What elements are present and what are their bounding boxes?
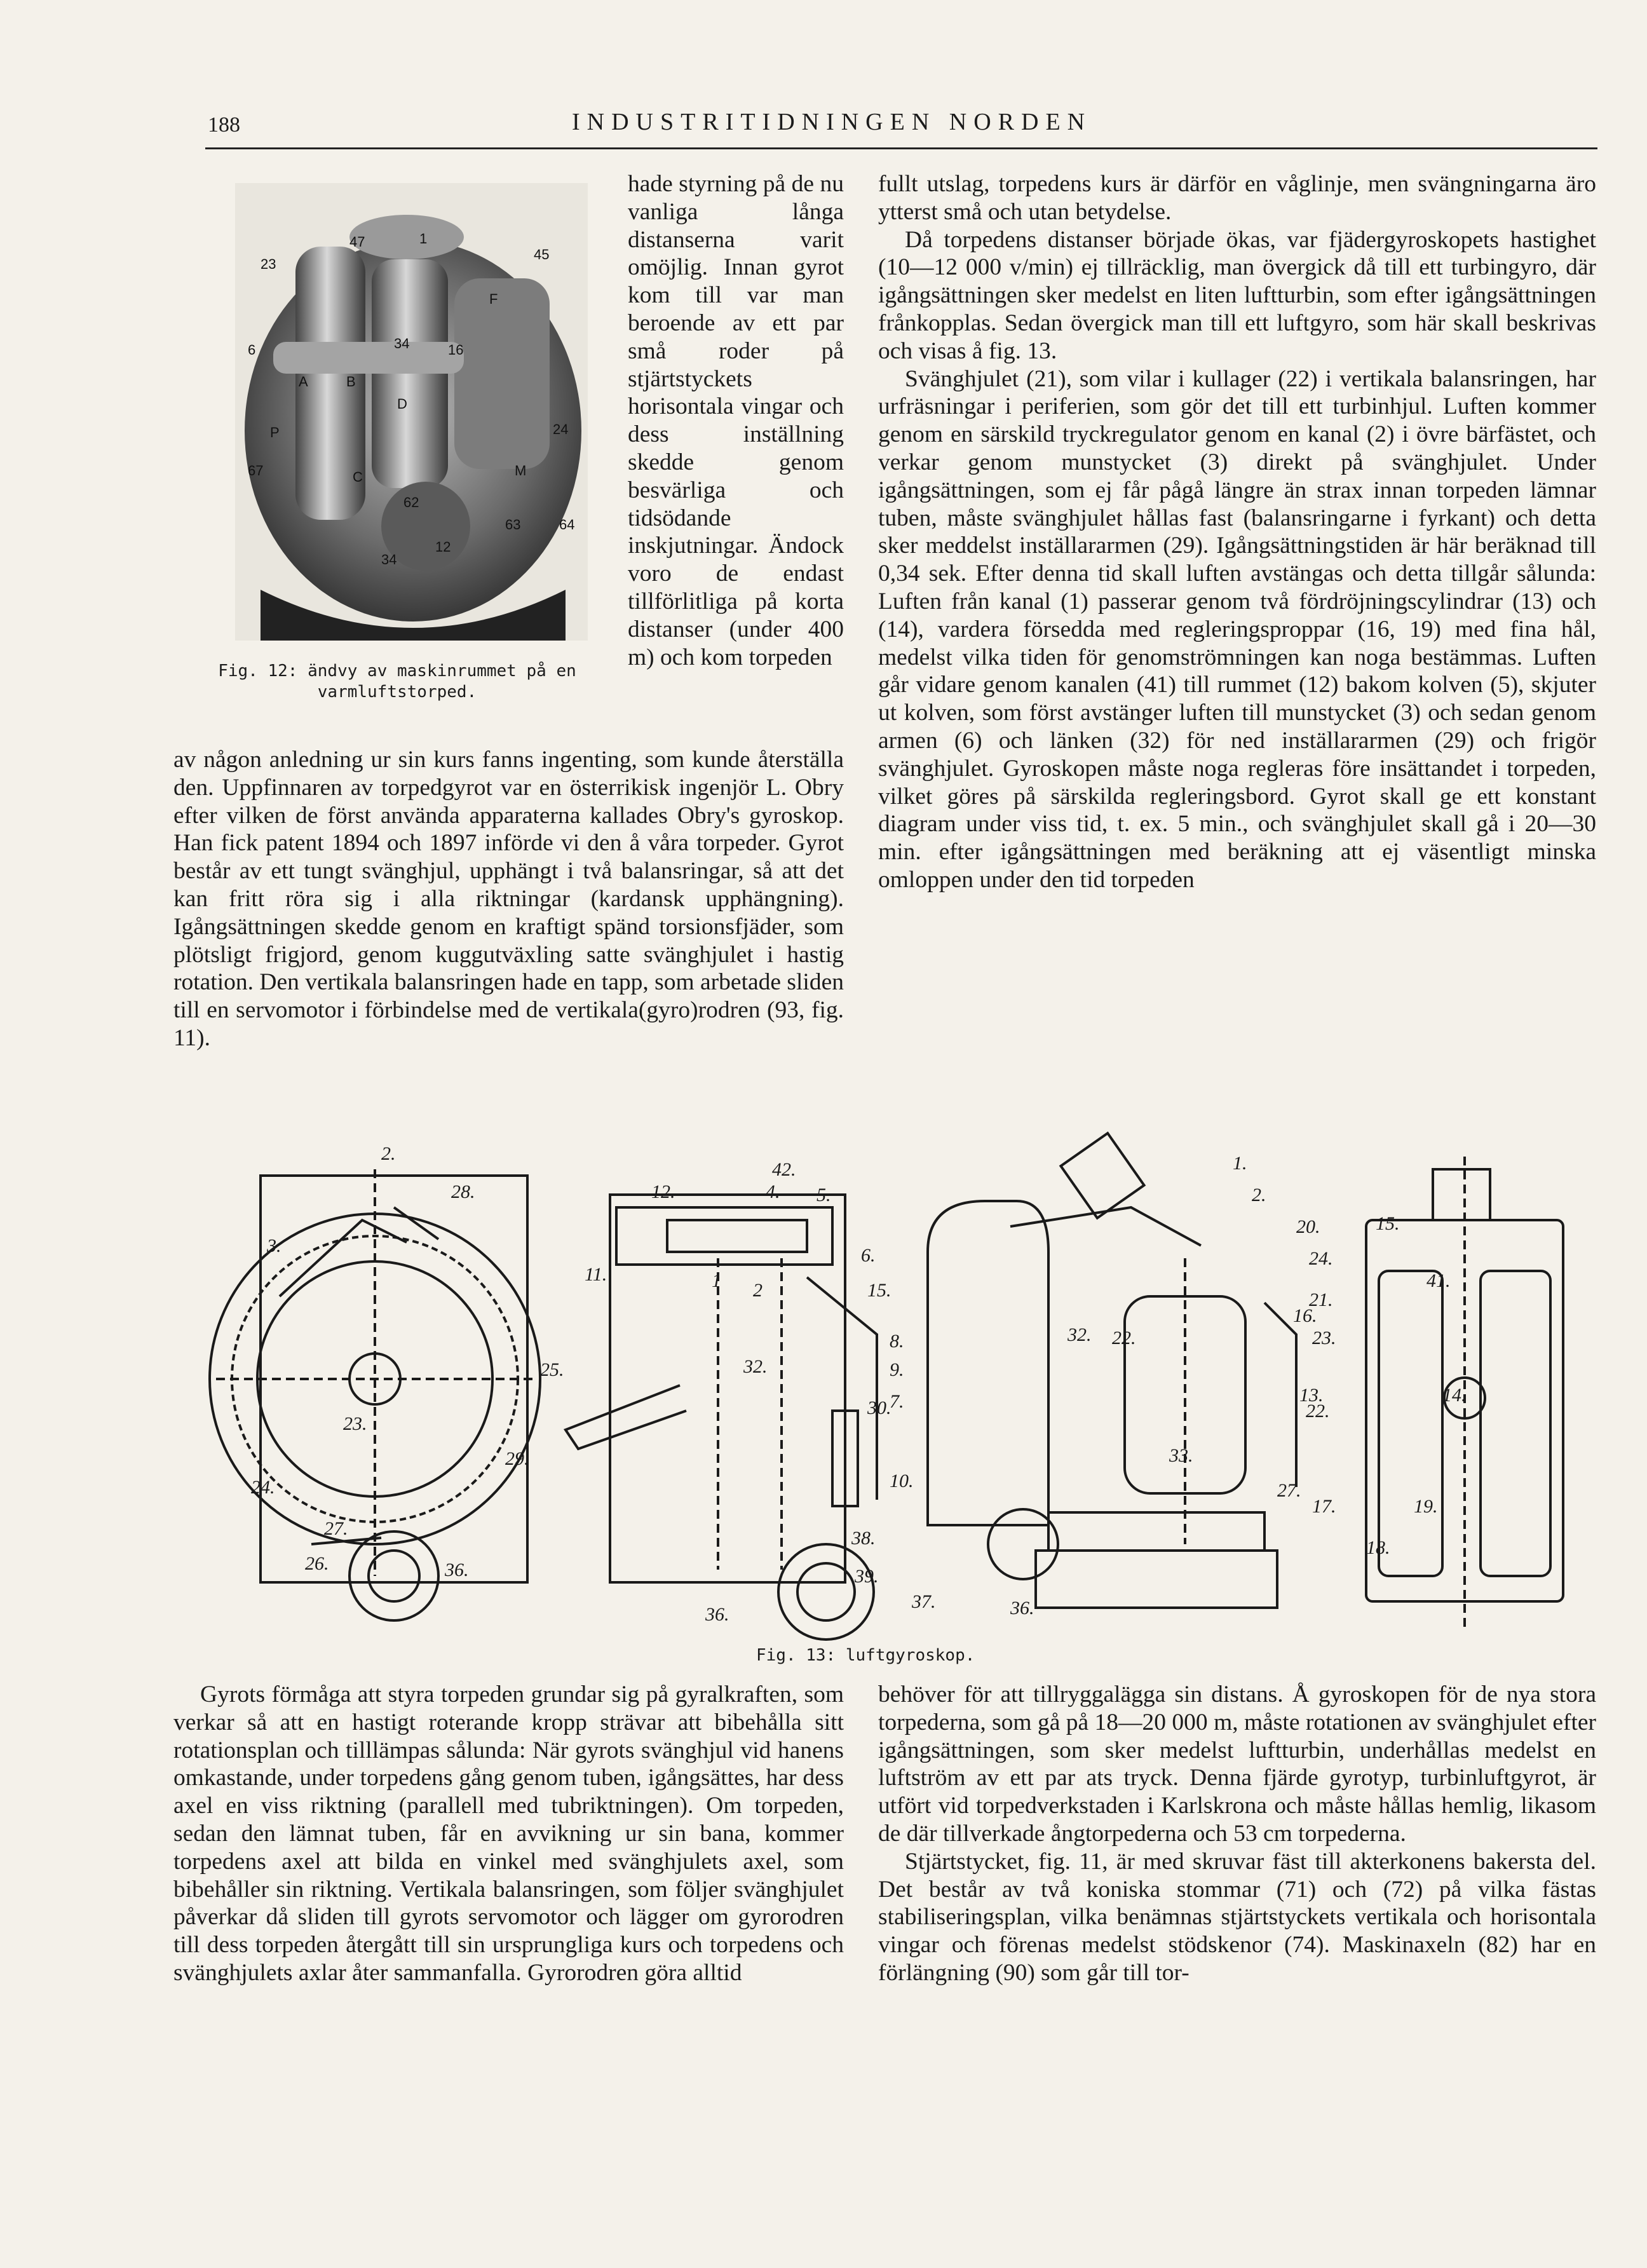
fig13-view2-label: 8. bbox=[890, 1331, 904, 1352]
fig13-view4-label: 20. bbox=[1296, 1216, 1320, 1237]
fig12-label: 24 bbox=[553, 421, 569, 437]
fig13-view3-label: 1. bbox=[1233, 1153, 1247, 1174]
column-3-text bbox=[173, 1681, 844, 1987]
fig13-view4-label: 15. bbox=[1376, 1213, 1400, 1234]
column-2-text bbox=[878, 170, 1596, 894]
column-4-text bbox=[878, 1681, 1596, 1987]
paragraph: Gyrots förmåga att styra torpeden grundar sig på gyralkraften, som verkar så att en hastigt roterande kropp strävar att bibehålla sitt rotationsplan och tilllämpas sålunda: När gyrots svänghjul vid hanens omkastande, under torpedens gång genom tuben, igångsättes, har dess axel en viss riktning (parallell med tubriktningen). Om torpeden, sedan den lämnat tuben, får en avvikning ur sin bana, kommer torpedens axel att bilda en vinkel med svänghjulets axel, som bibehåller sin riktning. Vertikala balansringen, som följer svänghjulet påverkar då sliden till gyrots servomotor och lägger om gyrorodren till dess torpeden återgått till sin ursprungliga kurs och torpedens och svänghjulets axlar åter sammanfalla. Gyrorodren göra alltid bbox=[173, 1681, 844, 1986]
fig13-view1-label: 25. bbox=[540, 1359, 564, 1380]
fig12-label: 45 bbox=[534, 247, 550, 262]
figure-13-caption: Fig. 13: luftgyroskop. bbox=[756, 1646, 975, 1665]
fig12-label: 23 bbox=[261, 256, 276, 272]
fig13-view2-label: 12. bbox=[651, 1181, 675, 1202]
fig13-view3-label: 36. bbox=[1010, 1598, 1034, 1619]
fig13-view3-label: 32. bbox=[1068, 1324, 1092, 1345]
fig12-label: B bbox=[346, 374, 356, 390]
fig13-view2-label: 42. bbox=[772, 1159, 796, 1180]
fig12-label: 16 bbox=[448, 342, 464, 358]
fig13-view2-label: 36. bbox=[705, 1604, 729, 1625]
fig12-label: F bbox=[489, 291, 498, 307]
fig13-view4-label: 18. bbox=[1366, 1537, 1390, 1558]
fig12-label: 6 bbox=[248, 342, 256, 358]
fig13-view4-label: 13. bbox=[1299, 1385, 1324, 1406]
fig13-view1-label: 29. bbox=[505, 1448, 529, 1469]
figure-12-caption: Fig. 12: ändvy av maskinrummet på en varmluftstorped. bbox=[218, 662, 576, 702]
fig13-view1-label: 26. bbox=[305, 1553, 329, 1574]
fig13-view4-label: 16. bbox=[1293, 1305, 1317, 1326]
fig13-view3-label: 39. bbox=[855, 1566, 879, 1587]
fig13-view3-label: 22. bbox=[1306, 1401, 1330, 1422]
fig13-view1-label: 23. bbox=[343, 1413, 367, 1434]
fig12-label: 12 bbox=[435, 539, 451, 555]
fig13-view2-label: 9. bbox=[890, 1359, 904, 1380]
running-title: INDUSTRITIDNINGEN NORDEN bbox=[572, 109, 1092, 135]
fig13-view2-label: 6. bbox=[861, 1245, 876, 1266]
fig12-label: 67 bbox=[248, 463, 264, 479]
paragraph: av någon anledning ur sin kurs fanns ingenting, som kunde återställa den. Uppfinnaren av torpedgyrot var en österrikisk ingenjör L. Obry efter vilken de först använda apparaterna kallades Obry's gyroskop. Han fick patent 1894 och 1897 införde vi den å våra torpeder. Gyrot består av ett tungt svänghjul, upphängt i två balansringar, så att det kan fritt röra sig i alla riktningar (kardansk upphängning). Igångsättningen skedde genom en kraftigt spänd torsionsfjäder, som plötsligt frigjord, genom kuggutväxling satte svänghjulet i hastig rotation. Den vertikala balansringen hade en tapp, som arbetade sliden till en servomotor i förbindelse med de vertikala(gyro)rodren (93, fig. 11). bbox=[173, 747, 844, 1051]
column-1-wrap-text: hade styrning på de nu vanliga långa distanserna varit omöjlig. Innan gyrot kom till var man beroende av ett par små roder på stjärtstyckets horisontala vingar och dess inställning skedde genom besvärliga och tidsödande inskjutningar. Ändock voro de endast tillförlitliga på korta distanser (under 400 m) och kom torpeden bbox=[628, 171, 844, 670]
paragraph: Svänghjulet (21), som vilar i kullager (22) i vertikala balansringen, har urfräsningar i periferien, som gör det till ett turbinhjul. Luften kommer genom en särskild tryckregulator genom en kanal (2) i övre bärfästet, och verkar genom munstycket (3) direkt på svänghjulet. Under igångsättningen, som ej får pågå längre än strax innan torpeden lämnar tuben, måste svänghjulet hållas fast (balansringarne i fyrkant) och detta sker meddelst inställararmen (29). Igångsättningstiden är här beräknad till 0,34 sek. Efter denna tid skall luften avstängas och detta tillgår sålunda: Luften från kanal (1) passerar genom två fördröjningscylindrar (13) och (14), vardera försedda med regleringsproppar (16, 19) med fina hål, medelst vilka tiden för genomströmningen kan noga bestämmas. Luften går vidare genom kanalen (41) till rummet (12) bakom kolven (5), skjuter ut kolven, som först avstänger luften till munstycket (3) och sedan genom armen (6) och länken (32) för ned inställararmen (29) och frigör svänghjulet. Gyroskopen måste noga regleras före insättandet i torpeden, vilket göres på särskilda regleringsbord. Gyrot skall ge ett konstant diagram under viss tid, t. ex. 5 min., och svänghjulet skall gå i 20—30 min. efter igångsättningen med beräkning att ej väsentligt minska omloppen under den tid torpeden bbox=[878, 365, 1596, 893]
fig12-label: 34 bbox=[381, 552, 397, 567]
figure-12-photo bbox=[235, 183, 588, 641]
column-1-text bbox=[173, 746, 844, 1052]
paragraph: Då torpedens distanser började ökas, var fjädergyroskopets hastighet (10—12 000 v/min) ej tillräcklig, man övergick då till ett turbingyro, där igångsättningen sker medelst en liten luftturbin, som efter igångsättningen frånkopplas. Sedan övergick man till ett luftgyro, som här skall beskrivas och visas å fig. 13. bbox=[878, 226, 1596, 364]
fig13-view2-label: 11. bbox=[585, 1264, 607, 1285]
fig13-view2-label: 1 bbox=[712, 1270, 721, 1291]
fig12-label: 47 bbox=[349, 234, 365, 250]
fig13-view2-label: 10. bbox=[890, 1470, 914, 1491]
fig12-label: C bbox=[353, 469, 363, 485]
fig12-label: 62 bbox=[403, 494, 419, 510]
fig13-view1-label: 27. bbox=[324, 1518, 348, 1539]
fig13-view3-label: 30. bbox=[867, 1397, 891, 1418]
fig13-view3-label: 24. bbox=[1309, 1248, 1333, 1269]
fig13-view3-label: 2. bbox=[1252, 1185, 1266, 1205]
fig12-label: 34 bbox=[394, 336, 410, 351]
fig13-view3-label: 22. bbox=[1112, 1328, 1136, 1348]
fig13-view2-label: 4. bbox=[766, 1181, 780, 1202]
figure-13-diagram bbox=[172, 1131, 1595, 1646]
fig13-view3-label: 23. bbox=[1312, 1328, 1336, 1348]
fig12-label: A bbox=[299, 374, 308, 390]
page-number: 188 bbox=[208, 113, 240, 137]
fig13-view1-label: 36. bbox=[445, 1559, 469, 1580]
fig13-view3-label: 38. bbox=[851, 1528, 876, 1549]
fig12-label: D bbox=[397, 396, 407, 412]
fig13-view1-label: 2. bbox=[381, 1143, 396, 1164]
fig13-view4-label: 41. bbox=[1427, 1270, 1451, 1291]
fig12-label: M bbox=[515, 463, 527, 479]
header-rule bbox=[205, 147, 1597, 149]
fig13-view1-label: 24. bbox=[251, 1477, 275, 1498]
fig13-view1-label: 3. bbox=[267, 1235, 281, 1256]
fig13-view1-label: 28. bbox=[451, 1181, 475, 1202]
fig13-view3-label: 15. bbox=[867, 1280, 891, 1301]
fig13-view3-label: 37. bbox=[912, 1591, 936, 1612]
paragraph: Stjärtstycket, fig. 11, är med skruvar fäst till akterkonens bakersta del. Det består av två koniska stommar (71) och (72) på vilka fästas stabiliseringsplan, vilka benämnas stjärtstyckets vertikala och horisontala vingar och förenas medelst stödskenor (74). Maskinaxeln (82) har en förlängning (90) som går till tor- bbox=[878, 1848, 1596, 1986]
fig13-view4-label: 14. bbox=[1442, 1385, 1467, 1406]
paragraph: fullt utslag, torpedens kurs är därför en våglinje, men svängningarna äro ytterst små och utan betydelse. bbox=[878, 171, 1596, 225]
fig13-view2-label: 5. bbox=[817, 1185, 831, 1205]
fig12-label: 1 bbox=[419, 231, 428, 247]
fig13-view3-label: 27. bbox=[1277, 1480, 1301, 1501]
fig12-label: P bbox=[270, 424, 280, 440]
fig12-label: 64 bbox=[559, 517, 575, 533]
paragraph: behöver för att tillryggalägga sin distans. Å gyroskopen för de nya stora torpederna, som gå på 18—20 000 m, måste rotationen av svänghjulet efter igångsättningen, som sker medelst luftturbin, underhållas medelst en luftström av ett par ats tryck. Denna fjärde gyrotyp, turbinluftgyrot, är utfört vid torpedverkstaden i Karlskrona och måste hållas hemlig, likasom de där tillverkade ångtorpederna och 53 cm torpederna. bbox=[878, 1681, 1596, 1847]
fig13-view4-label: 17. bbox=[1312, 1496, 1336, 1517]
fig13-view3-label: 21. bbox=[1309, 1289, 1333, 1310]
fig13-view2-label: 2 bbox=[753, 1280, 762, 1301]
fig13-view2-label: 7. bbox=[890, 1391, 904, 1412]
fig13-view2-label: 32. bbox=[743, 1356, 768, 1377]
fig13-view3-label: 33. bbox=[1169, 1445, 1193, 1466]
fig12-label: 63 bbox=[505, 517, 521, 533]
fig13-view4-label: 19. bbox=[1414, 1496, 1438, 1517]
